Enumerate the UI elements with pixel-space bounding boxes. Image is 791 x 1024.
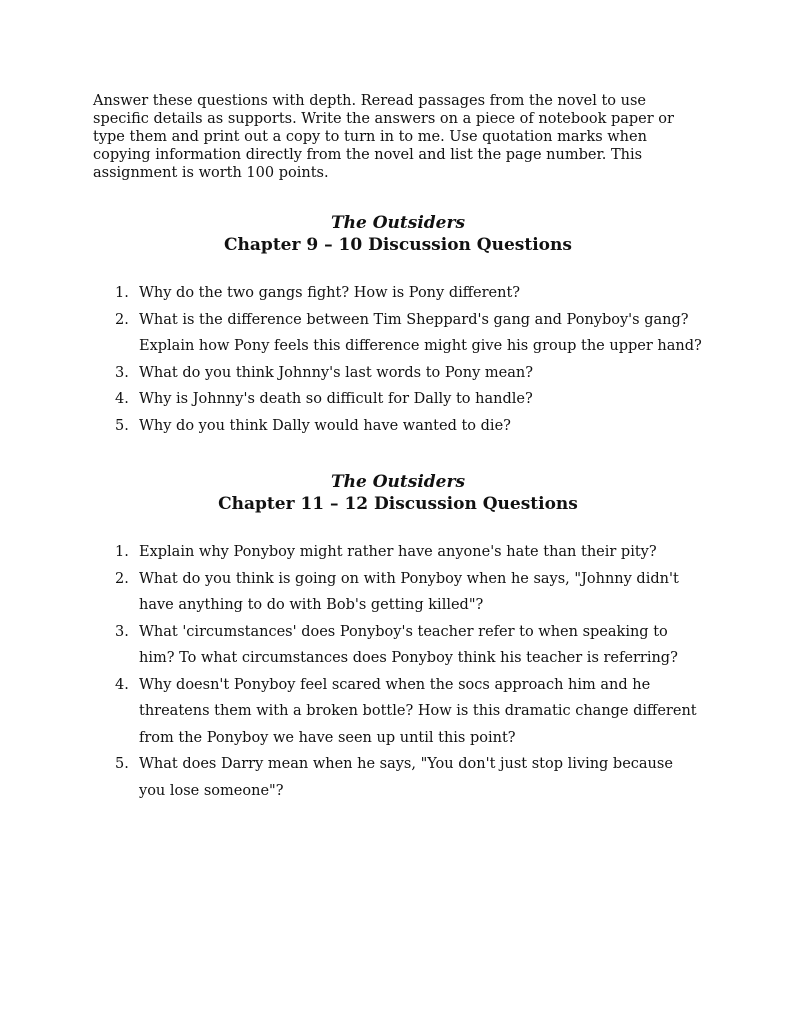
question-item [93, 566, 703, 619]
section-heading-ch9-10 [93, 212, 703, 256]
question-text: What 'circumstances' does Ponyboy's teacher refer to when speaking to him? To what circumstances does Ponyboy think his teacher is referring? [139, 623, 678, 666]
chapter-heading: Chapter 11 – 12 Discussion Questions [218, 494, 578, 514]
question-number: 3. [115, 623, 129, 640]
question-number: 2. [115, 570, 129, 587]
question-item [93, 386, 703, 413]
question-text: Why doesn't Ponyboy feel scared when the socs approach him and he threatens them with a broken bottle? How is this dramatic change different from the Ponyboy we have seen up until this point? [139, 676, 697, 746]
book-title: The Outsiders [330, 472, 466, 492]
question-list-ch9-10 [93, 280, 703, 439]
question-number: 2. [115, 311, 129, 328]
question-number: 1. [115, 544, 129, 560]
question-item [93, 672, 703, 752]
question-text: Explain why Ponyboy might rather have anyone's hate than their pity? [139, 544, 657, 560]
question-text: What is the difference between Tim Sheppard's gang and Ponyboy's gang? Explain how Pony feels this difference might give his group the upper hand? [139, 311, 702, 354]
question-item [93, 619, 703, 672]
instructions-paragraph: Answer these questions with depth. Reread passages from the novel to use specific details as supports. Write the answers on a piece of notebook paper or type them and print out a copy to turn in to me. Use quotation marks when copying information directly from the novel and list the page number. This assignment is worth 100 points. [93, 93, 674, 181]
question-number: 5. [115, 417, 129, 434]
question-text: What do you think is going on with Ponyboy when he says, "Johnny didn't have anything to do with Bob's getting killed"? [139, 570, 679, 613]
question-list-ch11-12 [93, 539, 703, 804]
book-title: The Outsiders [330, 213, 466, 233]
chapter-heading: Chapter 9 – 10 Discussion Questions [224, 235, 572, 255]
question-number: 1. [115, 285, 129, 301]
section-heading-ch11-12 [93, 471, 703, 515]
question-item [93, 413, 703, 440]
question-number: 4. [115, 391, 129, 407]
question-text: Why do the two gangs fight? How is Pony different? [139, 285, 521, 301]
question-item [93, 307, 703, 360]
question-text: Why is Johnny's death so difficult for Dally to handle? [139, 391, 533, 407]
question-text: What does Darry mean when he says, "You don't just stop living because you lose someone"? [139, 756, 673, 799]
document-page [93, 92, 703, 804]
question-item [93, 539, 703, 566]
question-text: What do you think Johnny's last words to Pony mean? [139, 364, 533, 381]
question-item [93, 751, 703, 804]
question-number: 3. [115, 364, 129, 381]
question-number: 5. [115, 756, 129, 772]
question-item [93, 280, 703, 307]
question-text: Why do you think Dally would have wanted to die? [139, 417, 511, 434]
question-number: 4. [115, 676, 129, 693]
question-item [93, 360, 703, 387]
